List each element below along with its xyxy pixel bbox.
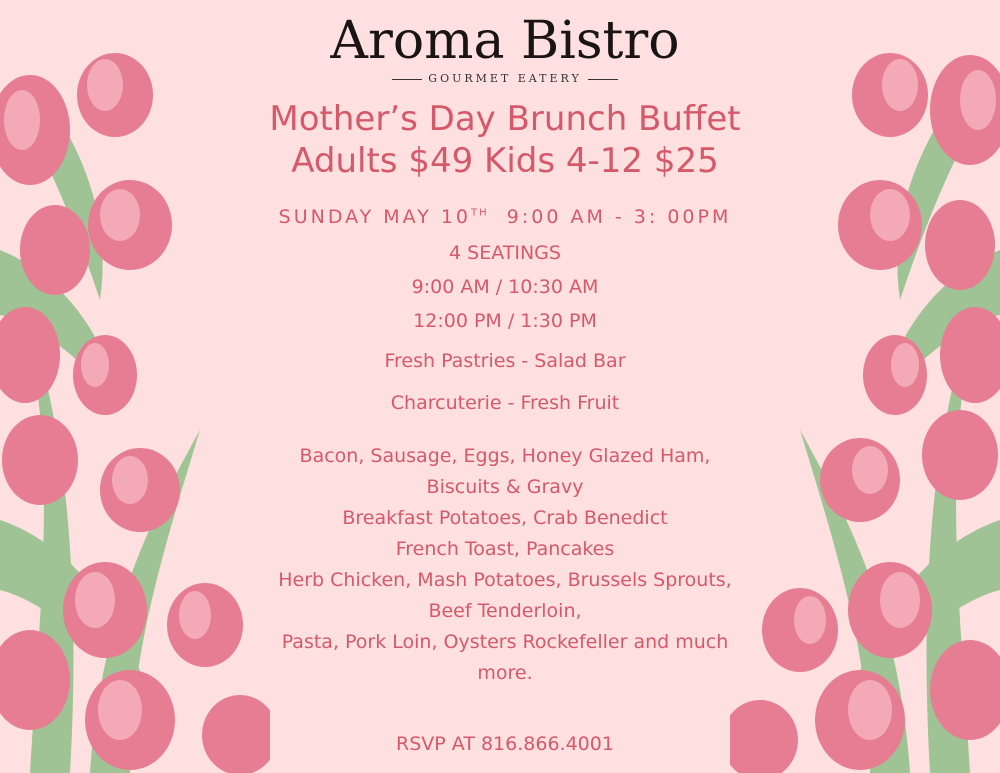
tulip-decoration-right bbox=[730, 0, 1000, 773]
menu-line: Pasta, Pork Loin, Oysters Rockefeller and much bbox=[281, 631, 729, 653]
event-time: 9:00 AM - 3: 00PM bbox=[506, 206, 732, 228]
event-date-time bbox=[240, 206, 770, 228]
event-title bbox=[240, 98, 770, 182]
tulip-decoration-left bbox=[0, 0, 270, 773]
event-price-line: Adults $49 Kids 4-12 $25 bbox=[291, 141, 719, 181]
brand-tagline bbox=[240, 72, 770, 86]
rsvp-phone: RSVP AT 816.866.4001 bbox=[396, 733, 614, 755]
menu-line: Breakfast Potatoes, Crab Benedict bbox=[342, 507, 668, 529]
flyer-content bbox=[240, 0, 770, 773]
tagline-text: GOURMET EATERY bbox=[428, 72, 582, 85]
event-date-suffix: TH bbox=[471, 207, 489, 219]
seatings-label: 4 SEATINGS bbox=[449, 242, 561, 264]
menu-line: French Toast, Pancakes bbox=[395, 538, 615, 560]
tagline-rule-right bbox=[588, 79, 618, 80]
menu-line: Beef Tenderloin, bbox=[428, 600, 582, 622]
menu-line: more. bbox=[477, 662, 533, 684]
menu-line: Bacon, Sausage, Eggs, Honey Glazed Ham, bbox=[299, 445, 711, 467]
brand-logo: Aroma Bistro bbox=[330, 11, 680, 71]
menu-list bbox=[240, 441, 770, 689]
tagline-rule-left bbox=[392, 79, 422, 80]
menu-line: Biscuits & Gravy bbox=[426, 476, 584, 498]
menu-line: Herb Chicken, Mash Potatoes, Brussels Sprouts, bbox=[278, 569, 732, 591]
event-date: SUNDAY MAY 10 bbox=[278, 206, 472, 228]
seatings-row-1: 9:00 AM / 10:30 AM bbox=[411, 276, 599, 298]
highlight-1: Fresh Pastries - Salad Bar bbox=[384, 350, 626, 372]
highlight-2: Charcuterie - Fresh Fruit bbox=[390, 392, 620, 414]
event-title-line1: Mother’s Day Brunch Buffet bbox=[269, 99, 741, 139]
seatings-row-2: 12:00 PM / 1:30 PM bbox=[413, 310, 597, 332]
